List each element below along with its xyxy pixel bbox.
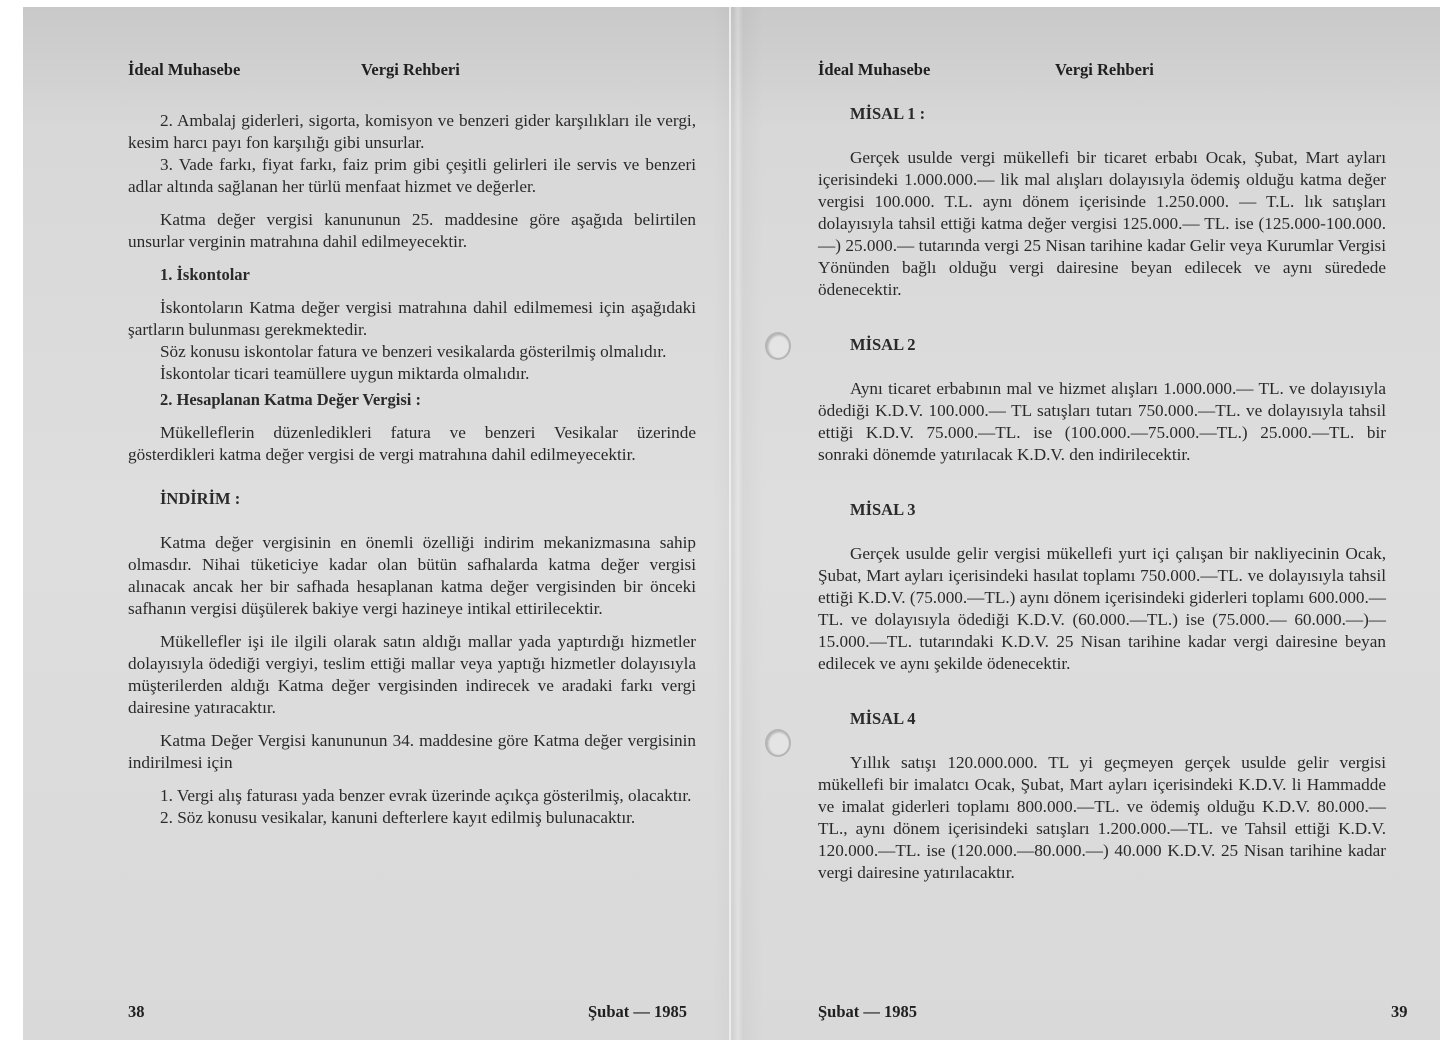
- footer-issue-right: Şubat — 1985: [818, 1002, 918, 1021]
- running-head-publication: İdeal Muhasebe: [128, 60, 241, 79]
- scanned-book-spread: [23, 7, 1440, 1040]
- condition-item: 1. Vergi alış faturası yada benzer evrak üzerinde açıkça gösterilmiş, olacaktır.: [160, 786, 692, 805]
- footer-issue-left: Şubat — 1985: [588, 1002, 688, 1021]
- paragraph: Mükellefler işi ile ilgili olarak satın aldığı mallar yada yaptırdığı hizmetler dolayısıyla ödediği vergiyi, teslim ettiği mallar veya yaptığı hizmetler dolayısıyla müşterilerden aldığı Katma değer vergisinden indirecek ve aradaki farkı vergi dairesine yatıracaktır.: [128, 632, 696, 717]
- paragraph: Katma değer vergisinin en önemli özelliği indirim mekanizmasına sahip olmasdır. Nihai tüketiciye kadar olan bütün safhalarda katma değer vergisi alınacak ancak her bir safhada hesaplanan katma değer vergisinden bir önceki safhanın vergisi düşülerek bakiye vergi hazineye intikal ettirilecektir.: [128, 533, 696, 618]
- example-title: MİSAL 1 :: [850, 104, 926, 123]
- example-title: MİSAL 2: [850, 335, 916, 354]
- example-title: MİSAL 3: [850, 500, 916, 519]
- right-page: [731, 7, 1440, 1040]
- right-page-body: [818, 103, 1386, 884]
- paragraph: Katma değer vergisi kanununun 25. maddesine göre aşağıda belirtilen unsurlar verginin matrahına dahil edilmeyecektir.: [128, 210, 696, 251]
- page-number-right: 39: [1391, 1002, 1408, 1021]
- condition-item: 2. Söz konusu vesikalar, kanuni defterlere kayıt edilmiş bulunacaktır.: [160, 808, 636, 827]
- page-number-left: 38: [128, 1002, 145, 1021]
- example-text: Aynı ticaret erbabının mal ve hizmet alışları 1.000.000.— TL. ve dolayısıyla ödediği K.D.V. 100.000.— TL satışları tutarı 750.000.—TL. ve dolayısıyla tahsil ettiği K.D.V. 75.000.—TL. ise (100.000.—75.000.—TL.) 25.000.—TL. bir sonraki dönemde yatırılacak K.D.V. den indirilecektir.: [818, 379, 1386, 464]
- running-head-publication: İdeal Muhasebe: [818, 60, 931, 79]
- example-title: MİSAL 4: [850, 709, 916, 728]
- section-heading-iskontolar: 1. İskontolar: [160, 265, 250, 284]
- paragraph: Söz konusu iskontolar fatura ve benzeri vesikalarda gösterilmiş olmalıdır.: [160, 342, 667, 361]
- running-head-section: Vergi Rehberi: [361, 60, 460, 79]
- paragraph: İskontolar ticari teamüllere uygun miktarda olmalıdır.: [160, 364, 530, 383]
- paragraph: Katma Değer Vergisi kanununun 34. maddesine göre Katma değer vergisinin indirilmesi için: [128, 731, 696, 772]
- left-page: [23, 7, 729, 1040]
- example-text: Gerçek usulde vergi mükellefi bir ticaret erbabı Ocak, Şubat, Mart ayları içerisindeki 1.000.000.— lik mal alışları dolayısıyla ödemiş olduğu katma değer vergisi 100.000. T.L. aynı dönem içerisinde 1.250.000. — T.L. lık satışları dolayısıyla tahsil ettiği katma değer vergisi 125.000.— TL. ise (125.000-100.000.—) 25.000.— tutarında vergi 25 Nisan tarihine kadar Gelir veya Kurumlar Vergisi Yönünden bağlı olduğu vergi dairesine beyan edilecek ve aynı süredede ödenecektir.: [818, 148, 1386, 299]
- left-page-body: [128, 110, 696, 829]
- paragraph: 2. Ambalaj giderleri, sigorta, komisyon ve benzeri gider karşılıkları ile vergi, kesim harcı payı fon karşılığı gibi unsurlar.: [128, 111, 696, 152]
- section-heading-indirim: İNDİRİM :: [160, 489, 241, 508]
- paragraph: Mükelleflerin düzenledikleri fatura ve benzeri Vesikalar üzerinde gösterdikleri katma değer vergisi de vergi matrahına dahil edilmeyecektir.: [128, 423, 696, 464]
- example-text: Yıllık satışı 120.000.000. TL yi geçmeyen gerçek usulde gelir vergisi mükellefi bir imalatcı Ocak, Şubat, Mart ayları içerisindeki K.D.V. li Hammadde ve imalat giderleri toplamı 800.000.—TL. ve ödemiş olduğu K.D.V. 80.000.—TL., aynı dönem içerisindeki satışları 1.200.000.—TL. ve Tahsil ettiği K.D.V. 120.000.—TL. ise (120.000.—80.000.—) 40.000 K.D.V. 25 Nisan tarihine kadar vergi dairesine yatırılacaktır.: [818, 753, 1386, 882]
- paragraph: İskontoların Katma değer vergisi matrahına dahil edilmemesi için aşağıdaki şartların bulunması gerekmektedir.: [128, 298, 696, 339]
- section-heading-hesaplanan-kdv: 2. Hesaplanan Katma Değer Vergisi :: [160, 390, 421, 409]
- running-head-section: Vergi Rehberi: [1055, 60, 1154, 79]
- example-text: Gerçek usulde gelir vergisi mükellefi yurt içi çalışan bir nakliyecinin Ocak, Şubat, Mart ayları içerisindeki hasılat toplamı 750.000.—TL. ve dolayısıyla tahsil ettiği K.D.V. (75.000.—TL.) aynı dönem içerisindeki giderleri toplamı 600.000.—TL. ve dolayısıyla ödediği K.D.V. (60.000.—TL.) ise (75.000.— 60.000.—)—15.000.—TL. tutarındaki K.D.V. 25 Nisan tarihine kadar vergi dairesine beyan edilecek ve aynı şekilde ödenecektir.: [818, 544, 1386, 673]
- paragraph: 3. Vade farkı, fiyat farkı, faiz prim gibi çeşitli gelirleri ile servis ve benzeri adlar altında sağlanan her türlü menfaat hizmet ve değerler.: [128, 155, 696, 196]
